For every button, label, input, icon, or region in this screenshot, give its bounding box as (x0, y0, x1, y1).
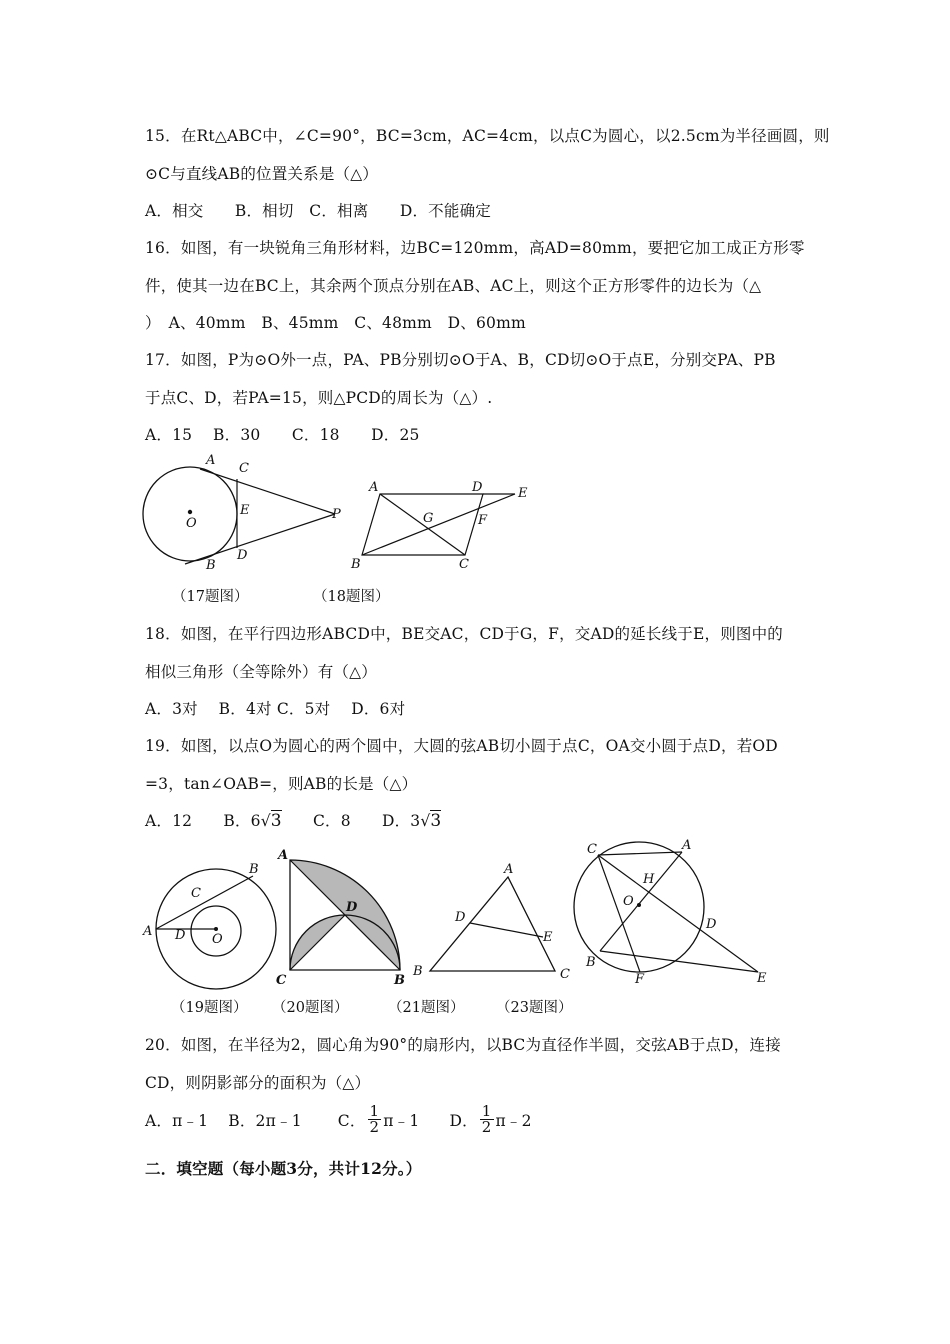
label-C: C (560, 967, 570, 982)
label-A: A (682, 838, 692, 853)
label-B: B (413, 964, 423, 979)
q20-option-a: A．π﹣1 (145, 1111, 209, 1130)
label-E: E (518, 486, 528, 501)
label-O: O (212, 932, 223, 947)
section-heading: 二．填空题（每小题3分，共计12分。） (145, 1159, 422, 1178)
figure-21 (405, 845, 575, 990)
label-P: P (332, 507, 341, 522)
q20-line-1: 20．如图，在半径为2，圆心角为90°的扇形内，以BC为直径作半圆，交弦AB于点D，连接 (145, 1036, 781, 1054)
q19-option-c: C．8 (312, 812, 351, 830)
figure-17 (140, 452, 350, 577)
label-A: A (369, 480, 379, 495)
q16-line-1: 16．如图，有一块锐角三角形材料，边BC=120mm，高AD=80mm，要把它加工成正方形零 (145, 239, 805, 257)
label-C: C (587, 842, 597, 857)
caption-18: （18题图） (313, 589, 390, 605)
sqrt-radicand: 3 (270, 811, 282, 831)
label-G: G (423, 511, 434, 526)
q20-option-c: C． (337, 1111, 366, 1130)
q20-option-d: D． (449, 1111, 478, 1130)
q19-option-b: B．6 (223, 812, 261, 830)
q18-options: A．3对 B．4对 C．5对 D．6对 (145, 700, 406, 718)
sqrt-sign: √ (260, 812, 271, 830)
q19-option-a: A．12 (145, 812, 193, 830)
label-D: D (237, 548, 248, 563)
q15-line-2: ⊙C与直线AB的位置关系是（△） (145, 165, 379, 183)
label-D: D (346, 900, 358, 915)
figure-19 (140, 845, 280, 990)
q16-options: ） A、40mm B、45mm C、48mm D、60mm (145, 314, 526, 332)
label-C: C (191, 886, 201, 901)
label-D: D (455, 910, 466, 925)
q19-options (145, 809, 441, 831)
sqrt-radicand: 3 (430, 811, 442, 831)
label-B: B (586, 955, 596, 970)
label-O: O (623, 894, 634, 909)
label-D: D (175, 928, 186, 943)
q20-option-b: B．2π﹣1 (228, 1111, 302, 1130)
q20-line-2: CD，则阴影部分的面积为（△） (145, 1074, 371, 1092)
label-D: D (472, 480, 483, 495)
q19-option-d: D．3 (381, 812, 421, 830)
fraction (480, 1104, 494, 1135)
q18-line-2: 相似三角形（全等除外）有（△） (145, 663, 377, 681)
q20-option-c-rest: π﹣1 (383, 1111, 420, 1130)
q20-option-d-rest: π﹣2 (495, 1111, 532, 1130)
label-B: B (249, 862, 259, 877)
fraction-numerator: 1 (481, 1102, 492, 1120)
caption-17: （17题图） (172, 589, 249, 605)
q18-line-1: 18．如图，在平行四边形ABCD中，BE交AC，CD于G，F，交AD的延长线于E，则图中的 (145, 625, 784, 643)
label-F: F (478, 513, 488, 528)
caption-20: （20题图） (272, 1000, 349, 1016)
label-B: B (206, 558, 216, 573)
label-B: B (394, 973, 405, 988)
label-F: F (635, 972, 645, 987)
caption-23: （23题图） (496, 1000, 573, 1016)
figure-18 (345, 475, 545, 575)
label-C: C (276, 973, 287, 988)
label-H: H (643, 872, 655, 887)
label-E: E (757, 971, 767, 986)
label-A: A (278, 848, 289, 863)
q19-line-2: =3，tan∠OAB=，则AB的长是（△） (145, 775, 418, 793)
caption-21: （21题图） (388, 1000, 465, 1016)
q15-line-1: 15．在Rt△ABC中，∠C=90°，BC=3cm，AC=4cm，以点C为圆心，以2.5cm为半径画圆，则 (145, 127, 830, 145)
q16-line-2: 件，使其一边在BC上，其余两个顶点分别在AB、AC上，则这个正方形零件的边长为（△ (145, 277, 762, 295)
fraction-denominator: 2 (481, 1118, 492, 1136)
q17-options: A．15 B．30 C．18 D．25 (145, 426, 420, 444)
fraction (368, 1104, 382, 1135)
q17-line-2: 于点C、D，若PA=15，则△PCD的周长为（△）. (145, 389, 493, 407)
sqrt-sign: √ (420, 812, 431, 830)
label-C: C (239, 461, 249, 476)
label-E: E (240, 503, 250, 518)
q19-line-1: 19．如图，以点O为圆心的两个圆中，大圆的弦AB切小圆于点C，OA交小圆于点D，若OD (145, 737, 778, 755)
q17-line-1: 17．如图，P为⊙O外一点，PA、PB分别切⊙O于A、B，CD切⊙O于点E，分别交PA、PB (145, 351, 776, 369)
label-C: C (459, 557, 469, 572)
q15-options: A．相交 B．相切 C．相离 D．不能确定 (145, 202, 491, 220)
figure-20 (270, 845, 410, 990)
caption-19: （19题图） (171, 1000, 248, 1016)
fraction-denominator: 2 (369, 1118, 380, 1136)
label-A: A (504, 862, 514, 877)
fraction-numerator: 1 (369, 1102, 380, 1120)
label-A: A (206, 453, 216, 468)
figure-23 (565, 835, 775, 985)
label-O: O (186, 516, 197, 531)
label-E: E (543, 930, 553, 945)
label-D: D (706, 917, 717, 932)
q20-options (145, 1104, 532, 1135)
label-A: A (143, 924, 153, 939)
label-B: B (351, 557, 361, 572)
